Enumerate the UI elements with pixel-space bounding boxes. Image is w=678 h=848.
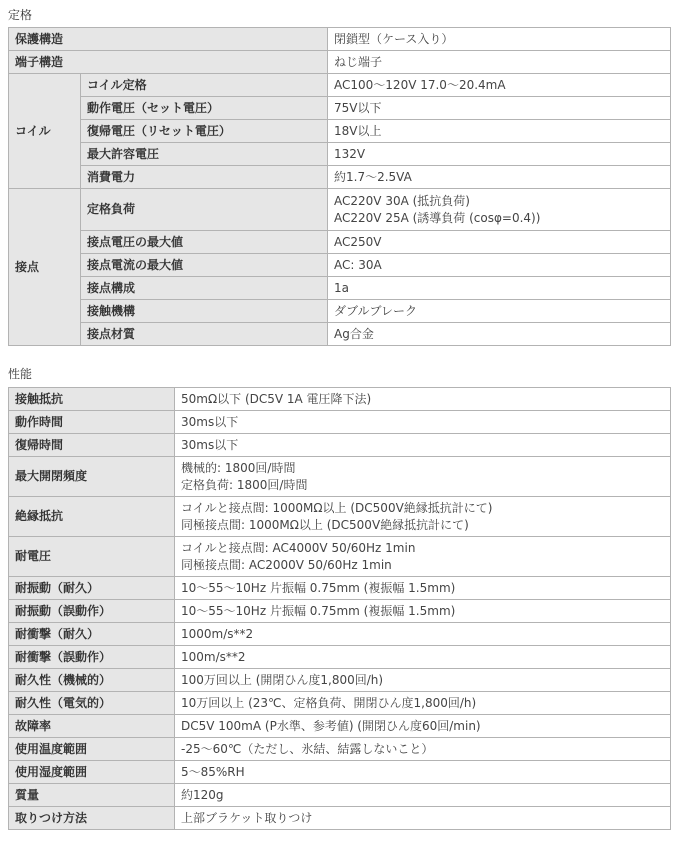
table-row xyxy=(9,457,671,497)
row-value: 30ms以下 xyxy=(175,411,671,434)
row-label: 接点構成 xyxy=(81,277,328,300)
value-line: 同極接点間: 1000MΩ以上 (DC500V絶縁抵抗計にて) xyxy=(181,517,469,532)
row-value: 5～85%RH xyxy=(175,761,671,784)
row-label: 耐振動（耐久） xyxy=(9,577,175,600)
row-label: 取りつけ方法 xyxy=(9,807,175,830)
row-value: AC250V xyxy=(328,231,671,254)
value-line: 機械的: 1800回/時間 xyxy=(181,460,296,475)
coil-group-label: コイル xyxy=(9,74,81,189)
value-line: コイルと接点間: AC4000V 50/60Hz 1min xyxy=(181,540,416,555)
row-label: 接点材質 xyxy=(81,323,328,346)
table-row xyxy=(9,411,671,434)
table-row xyxy=(9,761,671,784)
table-row xyxy=(9,715,671,738)
table-row xyxy=(9,600,671,623)
table-row xyxy=(9,74,671,97)
row-label: 使用温度範囲 xyxy=(9,738,175,761)
row-value: AC100～120V 17.0～20.4mA xyxy=(328,74,671,97)
table-row xyxy=(9,388,671,411)
row-value: DC5V 100mA (P水準、参考値) (開閉ひん度60回/min) xyxy=(175,715,671,738)
row-label: 耐久性（機械的） xyxy=(9,669,175,692)
table-row xyxy=(9,143,671,166)
value-line: AC220V 25A (誘導負荷 (cosφ=0.4)) xyxy=(334,210,541,225)
row-label: 接触機構 xyxy=(81,300,328,323)
row-label: 耐電圧 xyxy=(9,537,175,577)
table-row xyxy=(9,231,671,254)
row-label: 耐衝撃（誤動作） xyxy=(9,646,175,669)
row-label: 動作時間 xyxy=(9,411,175,434)
performance-table xyxy=(8,387,671,830)
row-label: 端子構造 xyxy=(9,51,328,74)
table-row xyxy=(9,692,671,715)
table-row xyxy=(9,189,671,231)
row-label: 復帰電圧（リセット電圧） xyxy=(81,120,328,143)
rating-table xyxy=(8,27,671,346)
row-value: 18V以上 xyxy=(328,120,671,143)
row-label: 消費電力 xyxy=(81,166,328,189)
row-label: 絶縁抵抗 xyxy=(9,497,175,537)
row-label: 故障率 xyxy=(9,715,175,738)
table-row xyxy=(9,669,671,692)
table-row xyxy=(9,300,671,323)
contact-group-label: 接点 xyxy=(9,189,81,346)
row-label: 質量 xyxy=(9,784,175,807)
table-row xyxy=(9,537,671,577)
row-value: 50mΩ以下 (DC5V 1A 電圧降下法) xyxy=(175,388,671,411)
table-row xyxy=(9,166,671,189)
row-value xyxy=(175,497,671,537)
row-value: 1000m/s**2 xyxy=(175,623,671,646)
rating-section-title: 定格 xyxy=(8,8,33,22)
row-value: ダブルブレーク xyxy=(328,300,671,323)
row-label: 保護構造 xyxy=(9,28,328,51)
row-label: 定格負荷 xyxy=(81,189,328,231)
table-row xyxy=(9,51,671,74)
value-line: コイルと接点間: 1000MΩ以上 (DC500V絶縁抵抗計にて) xyxy=(181,500,493,515)
table-row xyxy=(9,497,671,537)
row-value: ねじ端子 xyxy=(328,51,671,74)
table-row xyxy=(9,646,671,669)
row-label: 最大開閉頻度 xyxy=(9,457,175,497)
table-row xyxy=(9,97,671,120)
row-label: 耐久性（電気的） xyxy=(9,692,175,715)
row-value: 閉鎖型（ケース入り） xyxy=(328,28,671,51)
table-row xyxy=(9,323,671,346)
row-value: 75V以下 xyxy=(328,97,671,120)
performance-section-title: 性能 xyxy=(8,367,33,381)
row-value: AC: 30A xyxy=(328,254,671,277)
table-row xyxy=(9,434,671,457)
table-row xyxy=(9,120,671,143)
row-value: -25～60℃（ただし、氷結、結露しないこと） xyxy=(175,738,671,761)
row-value: 132V xyxy=(328,143,671,166)
table-row xyxy=(9,28,671,51)
row-value: 30ms以下 xyxy=(175,434,671,457)
row-label: 接点電圧の最大値 xyxy=(81,231,328,254)
table-row xyxy=(9,784,671,807)
row-label: 復帰時間 xyxy=(9,434,175,457)
table-row xyxy=(9,277,671,300)
table-row xyxy=(9,807,671,830)
row-value xyxy=(328,189,671,231)
table-row xyxy=(9,738,671,761)
row-value: 1a xyxy=(328,277,671,300)
row-label: 接点電流の最大値 xyxy=(81,254,328,277)
row-label: コイル定格 xyxy=(81,74,328,97)
row-value xyxy=(175,457,671,497)
row-value: 10～55～10Hz 片振幅 0.75mm (複振幅 1.5mm) xyxy=(175,577,671,600)
row-label: 最大許容電圧 xyxy=(81,143,328,166)
row-value: 10～55～10Hz 片振幅 0.75mm (複振幅 1.5mm) xyxy=(175,600,671,623)
row-value: 10万回以上 (23℃、定格負荷、開閉ひん度1,800回/h) xyxy=(175,692,671,715)
table-row xyxy=(9,254,671,277)
row-value: 約1.7～2.5VA xyxy=(328,166,671,189)
table-row xyxy=(9,577,671,600)
value-line: AC220V 30A (抵抗負荷) xyxy=(334,193,470,208)
row-value: 100m/s**2 xyxy=(175,646,671,669)
value-line: 定格負荷: 1800回/時間 xyxy=(181,477,308,492)
row-label: 耐衝撃（耐久） xyxy=(9,623,175,646)
row-value: 上部ブラケット取りつけ xyxy=(175,807,671,830)
row-label: 接触抵抗 xyxy=(9,388,175,411)
row-value xyxy=(175,537,671,577)
row-value: 100万回以上 (開閉ひん度1,800回/h) xyxy=(175,669,671,692)
row-label: 耐振動（誤動作） xyxy=(9,600,175,623)
row-value: 約120g xyxy=(175,784,671,807)
value-line: 同極接点間: AC2000V 50/60Hz 1min xyxy=(181,557,392,572)
row-value: Ag合金 xyxy=(328,323,671,346)
row-label: 使用湿度範囲 xyxy=(9,761,175,784)
table-row xyxy=(9,623,671,646)
row-label: 動作電圧（セット電圧） xyxy=(81,97,328,120)
